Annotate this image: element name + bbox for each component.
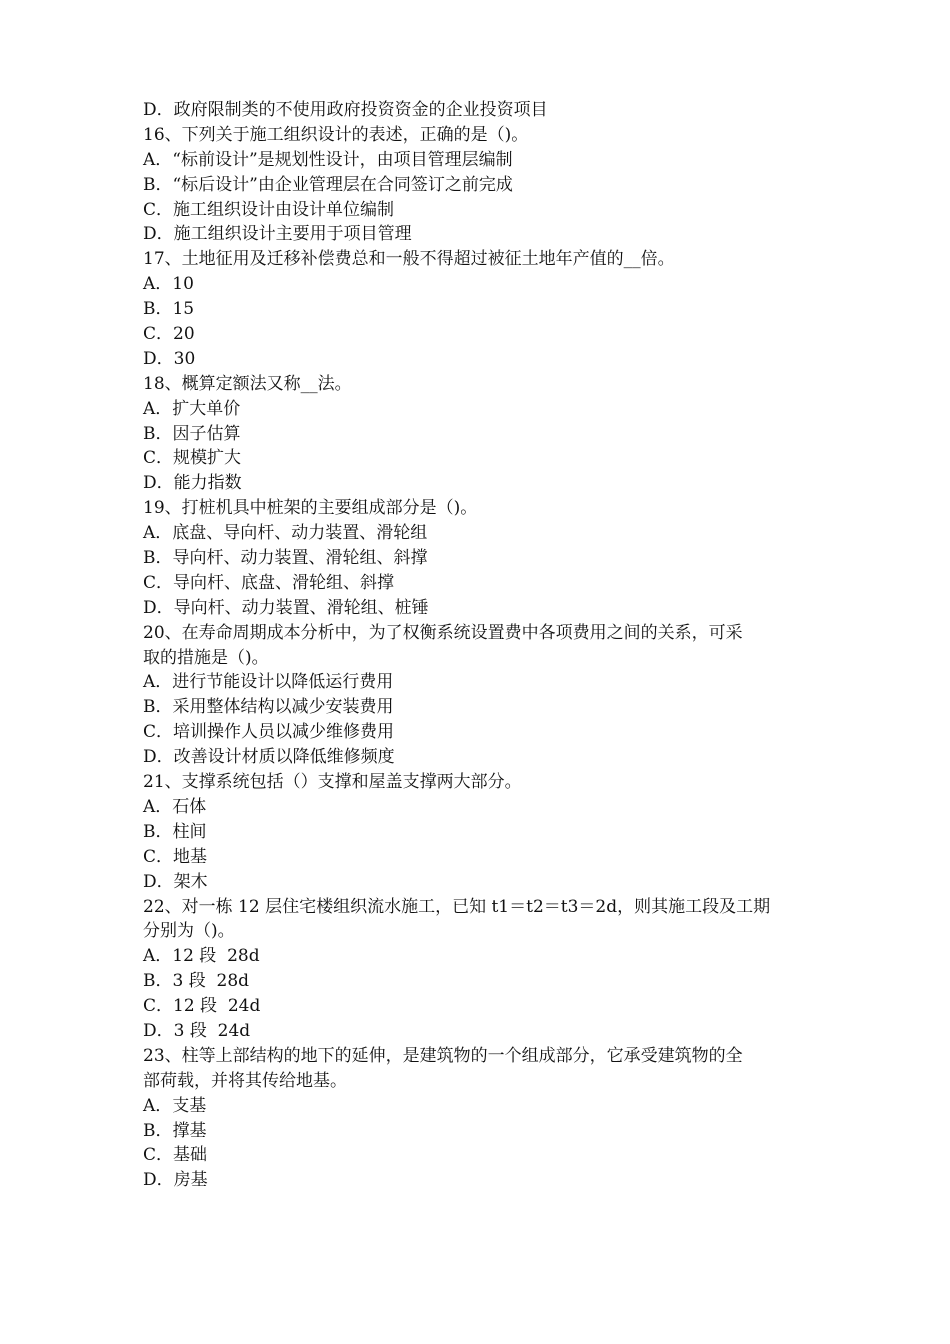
option-line: D．架木: [143, 871, 208, 892]
option-line: C．培训操作人员以减少维修费用: [143, 722, 395, 743]
option-line: A．支基: [143, 1095, 207, 1116]
option-line: A．10: [143, 274, 194, 295]
question-18: 18、概算定额法又称__法。: [143, 373, 352, 394]
option-line: D．能力指数: [143, 473, 242, 494]
question-22: 22、对一栋 12 层住宅楼组织流水施工，已知 t1＝t2＝t3＝2d，则其施工段及工期: [143, 896, 771, 917]
question-20: 20、在寿命周期成本分析中，为了权衡系统设置费中各项费用之间的关系，可采: [143, 622, 743, 643]
option-line: A．“标前设计”是规划性设计，由项目管理层编制: [143, 149, 513, 170]
option-line: D．3 段 24d: [143, 1020, 251, 1041]
option-line: B．柱间: [143, 821, 207, 842]
option-line: D．30: [143, 348, 196, 369]
option-line: D．房基: [143, 1170, 208, 1191]
question-17: 17、土地征用及迁移补偿费总和一般不得超过被征土地年产值的__倍。: [143, 249, 675, 270]
question-23-cont: 部荷载，并将其传给地基。: [143, 1070, 347, 1091]
option-line: C．地基: [143, 846, 208, 867]
option-line: B．采用整体结构以减少安装费用: [143, 697, 394, 718]
option-line: C．20: [143, 324, 195, 345]
question-23: 23、柱等上部结构的地下的延伸，是建筑物的一个组成部分，它承受建筑物的全: [143, 1045, 743, 1066]
option-line: B．撑基: [143, 1120, 207, 1141]
option-line: A．12 段 28d: [143, 946, 260, 967]
option-line: B．因子估算: [143, 423, 241, 444]
option-line: D．导向杆、动力装置、滑轮组、桩锤: [143, 597, 429, 618]
question-21: 21、支撑系统包括（）支撑和屋盖支撑两大部分。: [143, 772, 522, 793]
option-line: A．石体: [143, 796, 207, 817]
option-line: C．基础: [143, 1145, 208, 1166]
question-19: 19、打桩机具中桩架的主要组成部分是（)。: [143, 498, 478, 519]
text-line: D．政府限制类的不使用政府投资资金的企业投资项目: [143, 100, 548, 120]
option-line: C．施工组织设计由设计单位编制: [143, 199, 395, 220]
option-line: B．3 段 28d: [143, 971, 250, 992]
question-22-cont: 分别为（)。: [143, 921, 235, 942]
option-line: D．施工组织设计主要用于项目管理: [143, 224, 412, 245]
option-line: A．底盘、导向杆、动力装置、滑轮组: [143, 523, 428, 544]
option-line: B．15: [143, 299, 195, 320]
option-line: D．改善设计材质以降低维修频度: [143, 747, 395, 768]
document-page: [143, 98, 823, 1193]
option-line: B．“标后设计”由企业管理层在合同签订之前完成: [143, 174, 513, 195]
question-20-cont: 取的措施是（)。: [143, 647, 269, 668]
option-line: A．扩大单价: [143, 398, 241, 419]
option-line: B．导向杆、动力装置、滑轮组、斜撑: [143, 548, 428, 569]
option-line: C．导向杆、底盘、滑轮组、斜撑: [143, 572, 395, 593]
option-line: C．12 段 24d: [143, 996, 261, 1017]
question-16: 16、下列关于施工组织设计的表述，正确的是（)。: [143, 124, 529, 145]
option-line: A．进行节能设计以降低运行费用: [143, 672, 394, 693]
option-line: C．规模扩大: [143, 448, 242, 469]
